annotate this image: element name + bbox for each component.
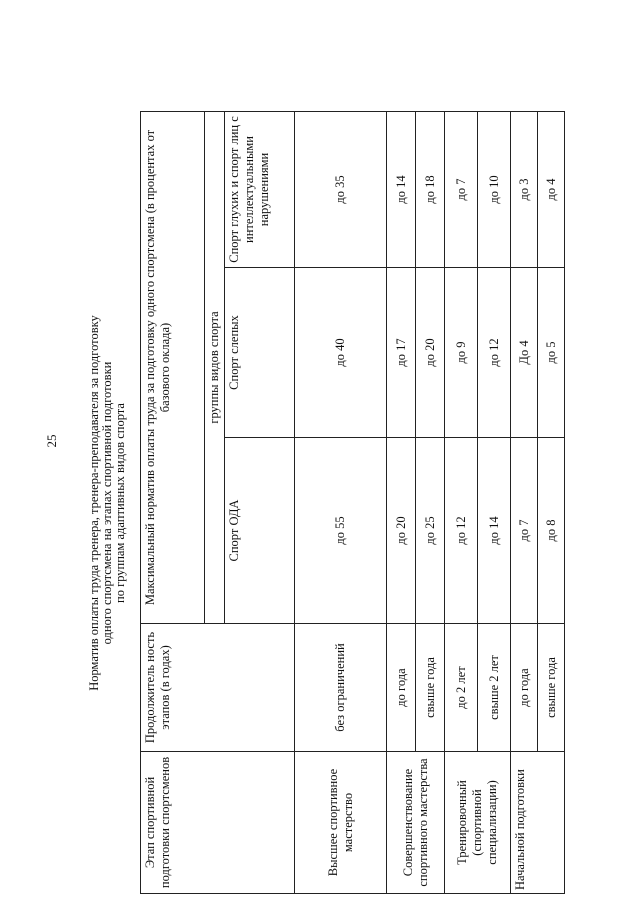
blind-cell: до 40 xyxy=(295,268,387,438)
page-number-text: 25 xyxy=(44,434,59,448)
deaf-cell: до 7 xyxy=(445,111,478,267)
title-line-3: по группам адаптивных видов спорта xyxy=(113,403,127,603)
header-max-norm: Максимальный норматив оплаты труда за подготовку одного спортсмена (в процентах от базового оклада) xyxy=(141,111,205,623)
stage-name: Тренировочный (спортивной специализации) xyxy=(445,752,511,894)
deaf-cell: до 10 xyxy=(478,111,511,267)
duration-cell: без ограничений xyxy=(295,624,387,752)
deaf-cell: до 4 xyxy=(538,111,565,267)
blind-cell: до 9 xyxy=(445,268,478,438)
header-groups: группы видов спорта xyxy=(205,111,225,623)
deaf-cell: до 35 xyxy=(295,111,387,267)
header-deaf: Спорт глухих и спорт лиц с интеллектуальными нарушениями xyxy=(225,111,295,267)
title-line-1: Норматив оплаты труда тренера, тренера-преподавателя за подготовку xyxy=(87,315,101,691)
duration-cell: до года xyxy=(387,624,416,752)
stage-name: Начальной подготовки xyxy=(511,752,565,894)
oda-cell: до 8 xyxy=(538,438,565,624)
deaf-cell: до 3 xyxy=(511,111,538,267)
header-oda: Спорт ОДА xyxy=(225,438,295,624)
blind-cell: до 17 xyxy=(387,268,416,438)
rotated-content xyxy=(88,112,564,894)
header-blind: Спорт слепых xyxy=(225,268,295,438)
oda-cell: до 25 xyxy=(416,438,445,624)
payment-norms-table xyxy=(140,111,565,894)
deaf-cell: до 18 xyxy=(416,111,445,267)
duration-cell: свыше года xyxy=(416,624,445,752)
stage-name: Совершенствование спортивного мастерства xyxy=(387,752,445,894)
deaf-cell: до 14 xyxy=(387,111,416,267)
oda-cell: до 12 xyxy=(445,438,478,624)
stage-name: Высшее спортивное мастерство xyxy=(295,752,387,894)
table-row xyxy=(445,111,478,893)
oda-cell: до 14 xyxy=(478,438,511,624)
header-row-1 xyxy=(141,111,205,893)
header-stage: Этап спортивной подготовки спортсменов xyxy=(141,752,295,894)
duration-cell: до года xyxy=(511,624,538,752)
blind-cell: До 4 xyxy=(511,268,538,438)
blind-cell: до 12 xyxy=(478,268,511,438)
table-row xyxy=(295,111,387,893)
header-duration: Продолжитель ность этапов (в годах) xyxy=(141,624,295,752)
title-line-2: одного спортсмена на этапах спортивной подготовки xyxy=(100,361,114,645)
blind-cell: до 20 xyxy=(416,268,445,438)
duration-cell: до 2 лет xyxy=(445,624,478,752)
blind-cell: до 5 xyxy=(538,268,565,438)
oda-cell: до 7 xyxy=(511,438,538,624)
rotated-page xyxy=(88,112,564,894)
oda-cell: до 55 xyxy=(295,438,387,624)
table-row xyxy=(387,111,416,893)
document-title xyxy=(88,112,140,894)
oda-cell: до 20 xyxy=(387,438,416,624)
duration-cell: свыше 2 лет xyxy=(478,624,511,752)
duration-cell: свыше года xyxy=(538,624,565,752)
table-row xyxy=(511,111,538,893)
